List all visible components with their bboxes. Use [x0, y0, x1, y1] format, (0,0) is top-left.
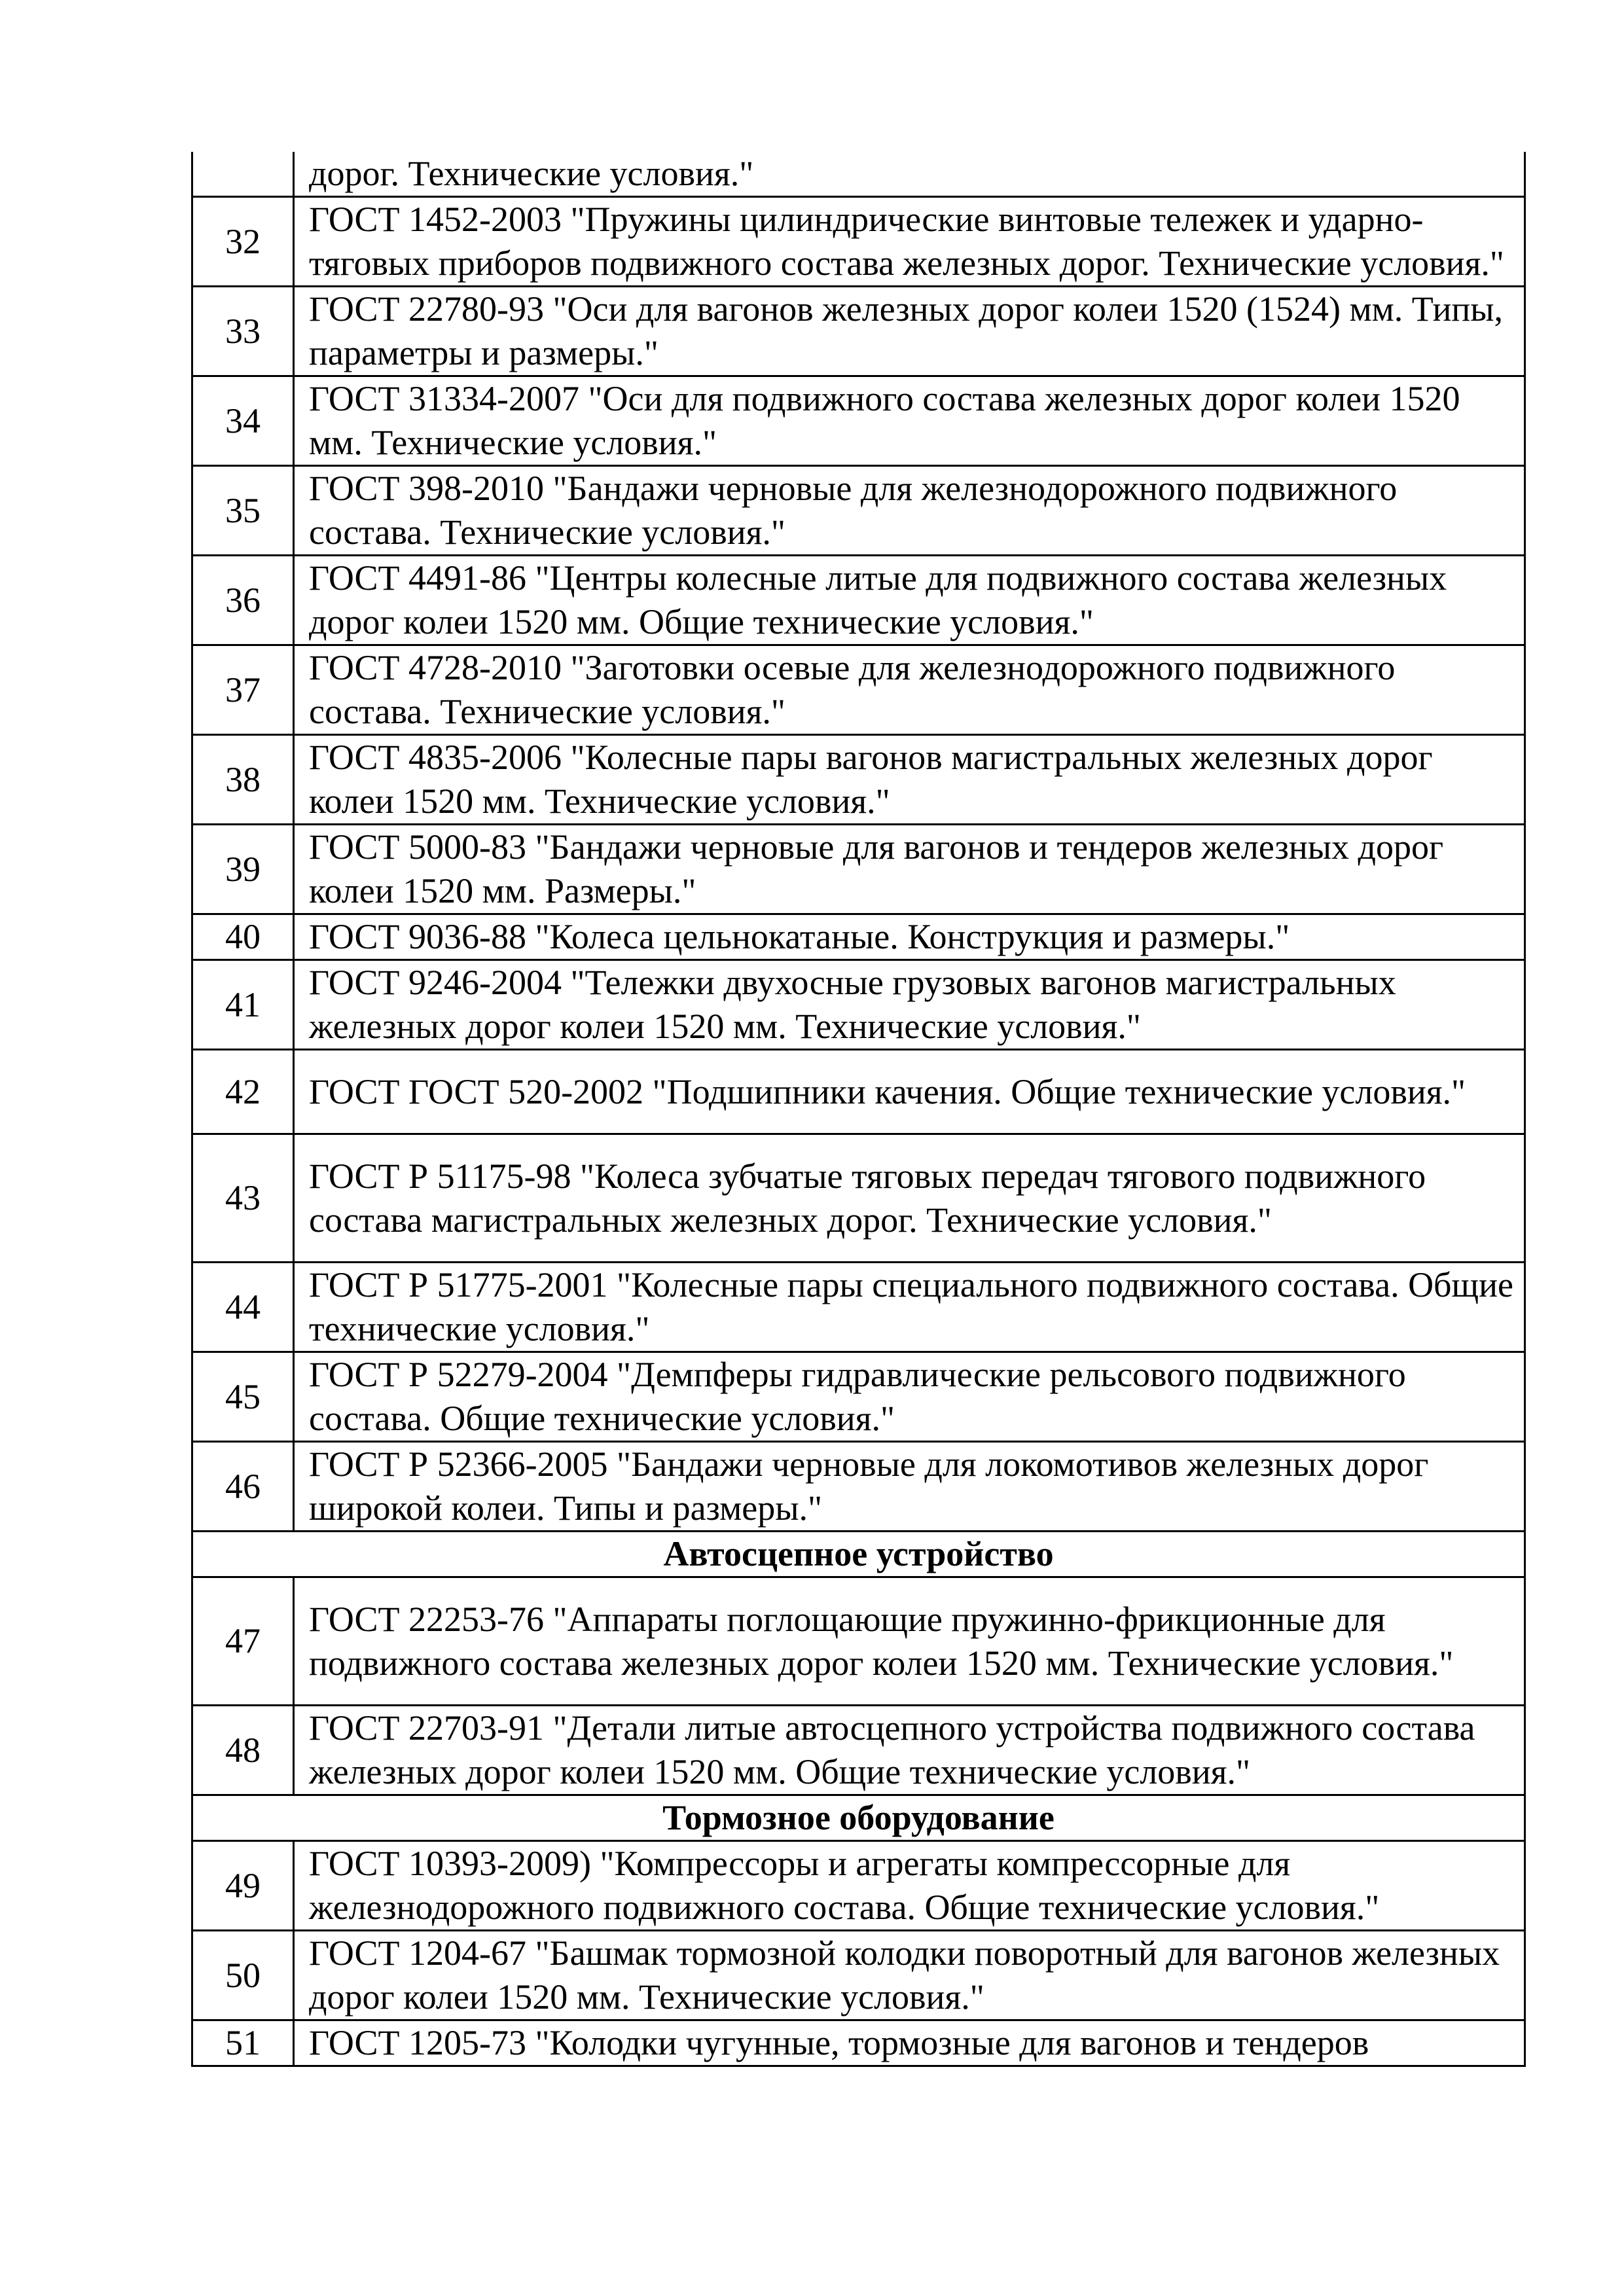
- row-number: 49: [192, 1841, 294, 1931]
- table-row: [192, 1442, 1525, 1532]
- table-row: [192, 1931, 1525, 2020]
- row-number: 38: [192, 735, 294, 825]
- table-row: [192, 735, 1525, 825]
- table-row: [192, 825, 1525, 914]
- table-row: [192, 1841, 1525, 1931]
- standard-description: ГОСТ Р 51175-98 "Колеса зубчатые тяговых передач тягового подвижного состава магистральных железных дорог. Технические условия.": [294, 1134, 1525, 1263]
- section-row: [192, 1532, 1525, 1577]
- table-row: [192, 645, 1525, 735]
- table-row: [192, 376, 1525, 466]
- table-row: [192, 466, 1525, 556]
- row-number: 46: [192, 1442, 294, 1532]
- table-row: [192, 556, 1525, 645]
- row-number: 39: [192, 825, 294, 914]
- row-number: 33: [192, 287, 294, 376]
- table-row: [192, 960, 1525, 1050]
- section-heading: Тормозное оборудование: [192, 1795, 1525, 1841]
- standard-description: ГОСТ 398-2010 "Бандажи черновые для железнодорожного подвижного состава. Технические условия.": [294, 466, 1525, 556]
- standard-description: ГОСТ 22780-93 "Оси для вагонов железных дорог колеи 1520 (1524) мм. Типы, параметры и размеры.": [294, 287, 1525, 376]
- row-number: 50: [192, 1931, 294, 2020]
- standard-description: ГОСТ Р 52279-2004 "Демпферы гидравлические рельсового подвижного состава. Общие технические условия.": [294, 1352, 1525, 1442]
- row-number: 37: [192, 645, 294, 735]
- table-row: [192, 287, 1525, 376]
- row-number: 40: [192, 914, 294, 960]
- standard-description: ГОСТ 22703-91 "Детали литые автосцепного устройства подвижного состава железных дорог колеи 1520 мм. Общие технические условия.": [294, 1706, 1525, 1795]
- row-number: 44: [192, 1263, 294, 1352]
- table-row: [192, 1050, 1525, 1134]
- table-row: [192, 1352, 1525, 1442]
- standard-description: дорог. Технические условия.": [294, 152, 1525, 197]
- standard-description: ГОСТ 5000-83 "Бандажи черновые для вагонов и тендеров железных дорог колеи 1520 мм. Размеры.": [294, 825, 1525, 914]
- row-number: 48: [192, 1706, 294, 1795]
- standard-description: ГОСТ 9036-88 "Колеса цельнокатаные. Конструкция и размеры.": [294, 914, 1525, 960]
- row-number: 45: [192, 1352, 294, 1442]
- standard-description: ГОСТ Р 51775-2001 "Колесные пары специального подвижного состава. Общие технические условия.": [294, 1263, 1525, 1352]
- row-number: 43: [192, 1134, 294, 1263]
- standard-description: ГОСТ 31334-2007 "Оси для подвижного состава железных дорог колеи 1520 мм. Технические условия.": [294, 376, 1525, 466]
- standard-description: ГОСТ 1204-67 "Башмак тормозной колодки поворотный для вагонов железных дорог колеи 1520 мм. Технические условия.": [294, 1931, 1525, 2020]
- table-row: [192, 1706, 1525, 1795]
- table-row: [192, 2020, 1525, 2066]
- standard-description: ГОСТ 4835-2006 "Колесные пары вагонов магистральных железных дорог колеи 1520 мм. Технические условия.": [294, 735, 1525, 825]
- section-heading: Автосцепное устройство: [192, 1532, 1525, 1577]
- row-number: 41: [192, 960, 294, 1050]
- standards-table: [191, 152, 1526, 2067]
- table-row: [192, 152, 1525, 197]
- row-number: 47: [192, 1577, 294, 1706]
- row-number: 42: [192, 1050, 294, 1134]
- standard-description: ГОСТ 4491-86 "Центры колесные литые для подвижного состава железных дорог колеи 1520 мм. Общие технические условия.": [294, 556, 1525, 645]
- standard-description: ГОСТ 9246-2004 "Тележки двухосные грузовых вагонов магистральных железных дорог колеи 1520 мм. Технические условия.": [294, 960, 1525, 1050]
- standard-description: ГОСТ 1205-73 "Колодки чугунные, тормозные для вагонов и тендеров: [294, 2020, 1525, 2066]
- standard-description: ГОСТ 4728-2010 "Заготовки осевые для железнодорожного подвижного состава. Технические условия.": [294, 645, 1525, 735]
- standard-description: ГОСТ 1452-2003 "Пружины цилиндрические винтовые тележек и ударно-тяговых приборов подвижного состава железных дорог. Технические условия.": [294, 197, 1525, 287]
- table-row: [192, 1134, 1525, 1263]
- section-row: [192, 1795, 1525, 1841]
- table-row: [192, 197, 1525, 287]
- standard-description: ГОСТ Р 52366-2005 "Бандажи черновые для локомотивов железных дорог широкой колеи. Типы и размеры.": [294, 1442, 1525, 1532]
- table-body: [192, 152, 1525, 2066]
- standard-description: ГОСТ 22253-76 "Аппараты поглощающие пружинно-фрикционные для подвижного состава железных дорог колеи 1520 мм. Технические условия.": [294, 1577, 1525, 1706]
- table-row: [192, 1263, 1525, 1352]
- row-number: 36: [192, 556, 294, 645]
- row-number: 35: [192, 466, 294, 556]
- row-number: 34: [192, 376, 294, 466]
- standard-description: ГОСТ 10393-2009) "Компрессоры и агрегаты компрессорные для железнодорожного подвижного состава. Общие технические условия.": [294, 1841, 1525, 1931]
- row-number: 32: [192, 197, 294, 287]
- table-row: [192, 1577, 1525, 1706]
- standard-description: ГОСТ ГОСТ 520-2002 "Подшипники качения. Общие технические условия.": [294, 1050, 1525, 1134]
- table-row: [192, 914, 1525, 960]
- row-number: [192, 152, 294, 197]
- row-number: 51: [192, 2020, 294, 2066]
